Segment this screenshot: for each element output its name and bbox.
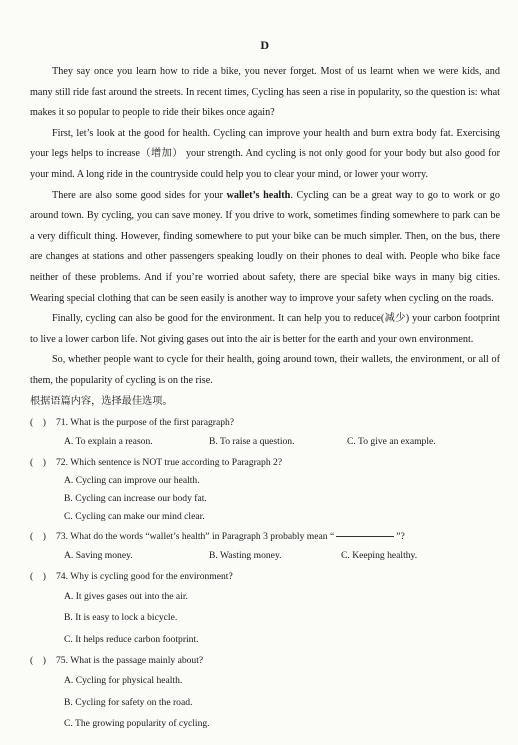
option-b[interactable]: B. To raise a question.: [209, 435, 295, 447]
answer-blank[interactable]: ( ): [30, 570, 46, 582]
question-text-end: ”?: [396, 530, 405, 542]
options-71: [64, 432, 500, 451]
question-71: [30, 414, 500, 432]
question-text: 75. What is the passage mainly about?: [56, 655, 204, 666]
option-b[interactable]: B. Cycling can increase our body fat.: [64, 492, 207, 504]
question-75: [30, 652, 500, 670]
passage-title: D: [260, 38, 270, 52]
option-a[interactable]: A. Cycling can improve our health.: [64, 474, 200, 486]
question-text: 72. Which sentence is NOT true according to Paragraph 2?: [56, 456, 283, 468]
question-73: [30, 528, 500, 546]
instruction-text: 根据语篇内容，选择最佳选项。: [30, 395, 173, 407]
option-b[interactable]: B. Cycling for safety on the road.: [64, 696, 193, 708]
paragraph-5: So, whether people want to cycle for their health, going around town, their wallets, the environment, or all of them, the popularity of cycling is on the rise.: [30, 354, 500, 386]
question-text: 74. Why is cycling good for the environment?: [56, 570, 233, 582]
question-74: [30, 568, 500, 586]
answer-blank[interactable]: ( ): [30, 416, 46, 428]
option-b[interactable]: B. Wasting money.: [209, 549, 282, 561]
paragraph-3: [30, 186, 500, 310]
paragraph-2: First, let’s look at the good for health. Cycling can improve your health and burn extra body fat. Exercising your legs helps to increase（增加） your strength. And cycling is not only good for your body but also good for your mind. A long ride in the countryside could help you to clear your mind, or lower your worry.: [30, 127, 500, 180]
option-a[interactable]: A. To explain a reason.: [64, 435, 153, 447]
option-b[interactable]: B. It is easy to lock a bicycle.: [64, 612, 178, 623]
answer-blank[interactable]: ( ): [30, 456, 46, 468]
paragraph-1: They say once you learn how to ride a bike, you never forget. Most of us learnt when we were kids, and many still ride fast around the streets. In recent times, Cycling has seen a rise in popularity, so the question is: what makes it so popular to people to ride their bikes once again?: [30, 66, 500, 119]
option-c[interactable]: C. The growing popularity of cycling.: [64, 718, 210, 729]
option-a[interactable]: A. Saving money.: [64, 549, 133, 561]
option-a[interactable]: A. It gives gases out into the air.: [64, 590, 188, 602]
option-a[interactable]: A. Cycling for physical health.: [64, 675, 183, 686]
paragraph-4: Finally, cycling can also be good for the environment. It can help you to reduce(减少) your carbon footprint to live a lower carbon life. Not giving gases out into the air is better for the earth and your own environment.: [30, 313, 500, 345]
answer-blank[interactable]: ( ): [30, 530, 46, 542]
paragraph-3-rest: . Cycling can be a great way to go to work or go around town. By cycling, you can save money. If you drive to work, sometimes finding somewhere to park can be a very difficult thing. However, finding somewhere to put your bike can be much simpler. Then, on the bus, there are changes at stations and other passengers speaking loudly on their phones to deal with. People who bike face neither of these problems. And if you’re worried about safety, there are special bike ways in many big cities. Wearing special clothing that can be seen easily is another way to improve your safety when cycling on the roads.: [30, 189, 500, 304]
option-c[interactable]: C. It helps reduce carbon footprint.: [64, 633, 199, 645]
paragraph-3-lead: There are also some good sides for your: [52, 189, 227, 201]
wallets-health-phrase: wallet’s health: [226, 189, 291, 201]
options-73: [64, 546, 500, 565]
question-72: [30, 454, 500, 472]
question-text: 71. What is the purpose of the first paragraph?: [56, 416, 235, 428]
question-text: 73. What do the words “wallet’s health” in Paragraph 3 probably mean “: [56, 530, 335, 542]
answer-blank[interactable]: ( ): [30, 655, 46, 666]
option-c[interactable]: C. To give an example.: [347, 435, 436, 447]
option-c[interactable]: C. Keeping healthy.: [341, 549, 418, 561]
option-c[interactable]: C. Cycling can make our mind clear.: [64, 510, 205, 522]
fill-blank-line[interactable]: [336, 536, 394, 537]
